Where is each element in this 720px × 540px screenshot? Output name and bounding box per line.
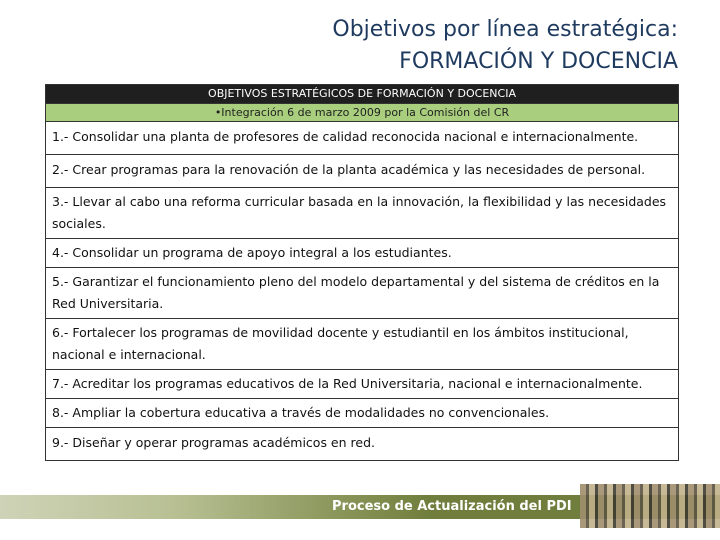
table-row: 1.- Consolidar una planta de profesores de calidad reconocida nacional e internacionalmente. — [46, 121, 678, 154]
footer-photo — [580, 484, 720, 528]
table-row: 9.- Diseñar y operar programas académicos en red. — [46, 427, 678, 460]
table-row: 2.- Crear programas para la renovación de la planta académica y las necesidades de personal. — [46, 154, 678, 187]
table-row: 5.- Garantizar el funcionamiento pleno del modelo departamental y del sistema de créditos en la Red Universitaria. — [46, 267, 678, 318]
footer-label: Proceso de Actualización del PDI — [332, 499, 572, 514]
table-row: 3.- Llevar al cabo una reforma curricular basada en la innovación, la flexibilidad y las necesidades sociales. — [46, 187, 678, 238]
title-line-1: Objetivos por línea estratégica: — [332, 17, 678, 42]
table-row: 4.- Consolidar un programa de apoyo integral a los estudiantes. — [46, 238, 678, 267]
table-header: OBJETIVOS ESTRATÉGICOS DE FORMACIÓN Y DOCENCIA — [46, 85, 678, 103]
table-row: 6.- Fortalecer los programas de movilidad docente y estudiantil en los ámbitos institucional, nacional e internacional. — [46, 318, 678, 369]
slide-title — [332, 14, 678, 78]
title-line-2: FORMACIÓN Y DOCENCIA — [399, 49, 678, 74]
table-subheader: •Integración 6 de marzo 2009 por la Comisión del CR — [46, 103, 678, 121]
objectives-table — [45, 84, 679, 461]
table-row: 8.- Ampliar la cobertura educativa a través de modalidades no convencionales. — [46, 398, 678, 427]
table-row: 7.- Acreditar los programas educativos de la Red Universitaria, nacional e internacionalmente. — [46, 369, 678, 398]
